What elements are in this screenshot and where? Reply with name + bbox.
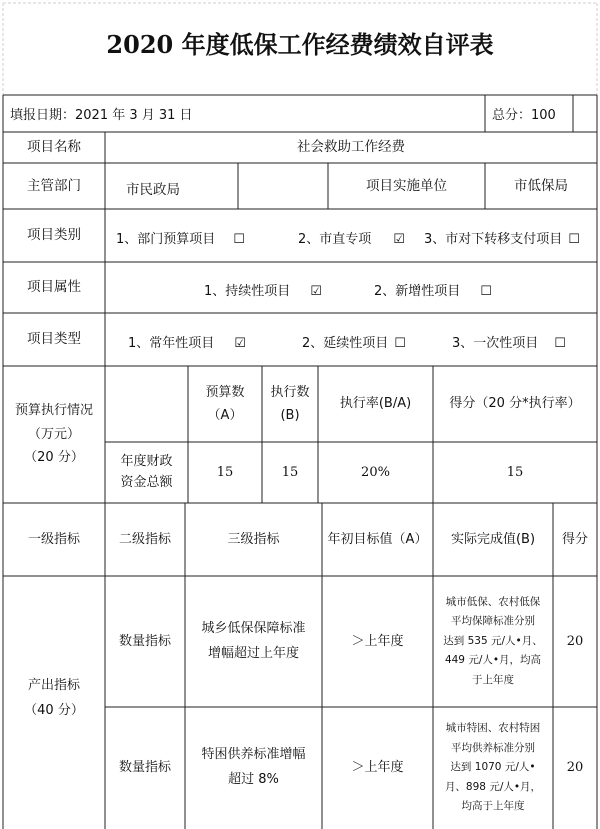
type-option-2: 2、延续性项目 ☐ <box>302 336 406 351</box>
indicator-actual-line: 平均供养标准分别 <box>451 741 535 754</box>
indicator-level3 <box>185 576 322 707</box>
budget-label-line: （20 分） <box>24 450 84 466</box>
checkbox-icon[interactable]: ☐ <box>394 336 406 351</box>
rate-value: 20% <box>361 464 390 480</box>
col-budget-header <box>188 366 262 442</box>
category-option-1: 1、部门预算项目 ☐ <box>116 232 245 247</box>
indicator-score: 20 <box>566 633 584 649</box>
indicator-actual-line: 达到 1070 元/人• <box>450 761 536 774</box>
checkbox-checked-icon[interactable]: ☑ <box>310 284 322 299</box>
output-label-line: （40 分） <box>24 702 84 718</box>
score-value: 15 <box>506 464 524 480</box>
output-indicator-label <box>3 576 105 829</box>
col-exec-line: 执行数 <box>270 384 310 400</box>
checkbox-icon[interactable]: ☐ <box>568 232 580 247</box>
attribute-label: 项目属性 <box>27 279 81 296</box>
indicator-actual-line: 于上年度 <box>472 673 514 686</box>
dept-value: 市民政局 <box>126 182 180 198</box>
category-option-3: 3、市对下转移支付项目 ☐ <box>424 232 580 247</box>
type-option-1: 1、常年性项目 ☑ <box>128 336 246 351</box>
checkbox-checked-icon[interactable]: ☑ <box>393 232 405 247</box>
budget-row-label-line: 年度财政 <box>120 453 173 469</box>
indicator-level3-line: 增幅超过上年度 <box>207 645 299 661</box>
col-budget-line: （A） <box>207 408 243 423</box>
impl-unit-value: 市低保局 <box>514 177 568 194</box>
col-score-header: 得分（20 分*执行率） <box>449 396 581 412</box>
budget-label-line: 预算执行情况 <box>14 403 93 419</box>
page-title: 2020 年度低保工作经费绩效自评表 <box>106 30 494 60</box>
project-name-label: 项目名称 <box>27 139 81 156</box>
indicator-level3-line: 特困供养标准增幅 <box>201 747 306 763</box>
dept-label: 主管部门 <box>27 177 81 194</box>
col-rate-header: 执行率(B/A) <box>339 396 412 412</box>
indicator-actual-line: 449 元/人•月，均高 <box>444 654 542 667</box>
category-label: 项目类别 <box>27 227 81 244</box>
indicator-level3 <box>185 707 322 829</box>
indicator-actual-line: 月、898 元/人•月， <box>444 780 542 793</box>
fill-date: 填报日期：2021 年 3 月 31 日 <box>10 108 193 123</box>
header-level3: 三级指标 <box>227 531 280 547</box>
budget-row-label <box>105 442 188 503</box>
col-exec-line: (B) <box>280 408 300 423</box>
budget-label-line: （万元） <box>27 426 80 442</box>
indicator-actual <box>433 707 553 829</box>
checkbox-icon[interactable]: ☐ <box>554 336 566 351</box>
indicator-level2: 数量指标 <box>118 760 171 776</box>
header-target: 年初目标值（A） <box>327 531 428 547</box>
indicator-actual-line: 平均保障标准分别 <box>451 615 535 628</box>
header-score: 得分 <box>561 531 588 547</box>
header-level1: 一级指标 <box>27 531 80 547</box>
header-actual: 实际完成值(B) <box>450 531 536 547</box>
total-score: 总分：100 <box>492 108 556 123</box>
col-budget-line: 预算数 <box>205 384 245 400</box>
indicator-actual-line: 达到 535 元/人•月、 <box>443 634 543 647</box>
type-option-3: 3、一次性项目 ☐ <box>452 336 566 351</box>
budget-label <box>3 366 105 503</box>
budget-row-label-line: 资金总额 <box>120 474 173 490</box>
indicator-target: ＞上年度 <box>351 633 404 649</box>
indicator-actual <box>433 576 553 707</box>
type-label: 项目类型 <box>27 331 81 348</box>
category-option-2: 2、市直专项 ☑ <box>298 232 405 247</box>
attribute-option-1: 1、持续性项目 ☑ <box>204 284 322 299</box>
checkbox-icon[interactable]: ☐ <box>233 232 245 247</box>
output-label-line: 产出指标 <box>27 677 80 693</box>
header-level2: 二级指标 <box>118 531 171 547</box>
checkbox-checked-icon[interactable]: ☑ <box>234 336 246 351</box>
indicator-level3-line: 城乡低保保障标准 <box>201 620 306 636</box>
indicator-actual-line: 城市低保、农村低保 <box>445 595 541 608</box>
indicator-actual-line: 均高于上年度 <box>461 800 525 813</box>
indicator-target: ＞上年度 <box>351 760 404 776</box>
budget-value: 15 <box>216 464 234 480</box>
impl-unit-label: 项目实施单位 <box>366 177 447 194</box>
indicator-level2: 数量指标 <box>118 633 171 649</box>
checkbox-icon[interactable]: ☐ <box>480 284 492 299</box>
attribute-option-2: 2、新增性项目 ☐ <box>374 284 492 299</box>
col-exec-header <box>262 366 318 442</box>
project-name-value: 社会救助工作经费 <box>297 139 405 156</box>
indicator-actual-line: 城市特困、农村特困 <box>445 722 541 735</box>
indicator-level3-line: 超过 8% <box>228 772 279 787</box>
exec-value: 15 <box>281 464 299 480</box>
indicator-score: 20 <box>566 760 584 776</box>
